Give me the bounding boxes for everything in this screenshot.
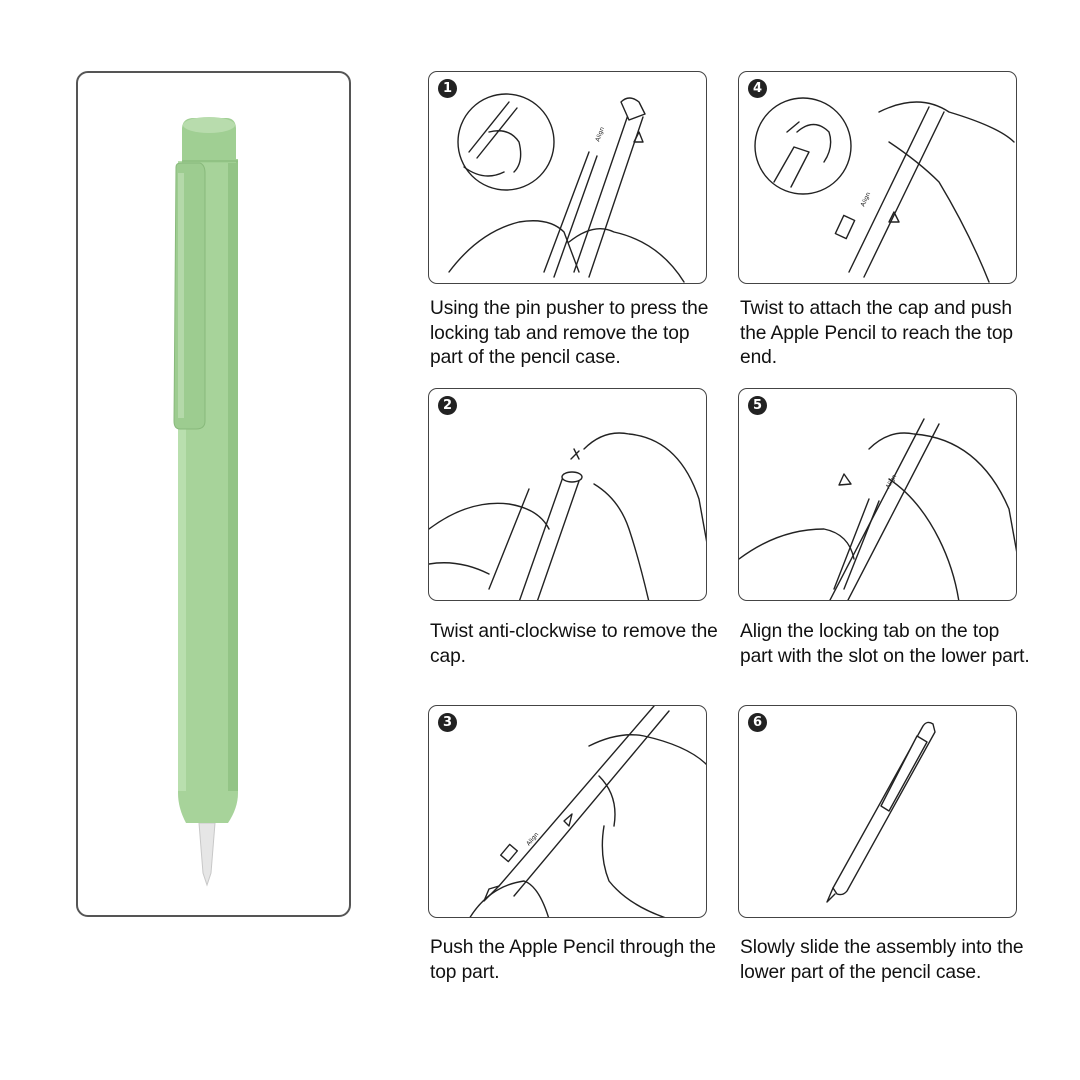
step-3-caption: Push the Apple Pencil through the top part. [430, 937, 716, 983]
step-number-badge: 3 [438, 713, 457, 732]
step-6-caption: Slowly slide the assembly into the lower part of the pencil case. [740, 937, 1024, 983]
svg-text:Align: Align [525, 831, 541, 848]
step-2-illustration [428, 388, 707, 601]
product-image-frame [76, 71, 351, 917]
svg-text:Align: Align [594, 126, 607, 143]
step-number-badge: 1 [438, 79, 457, 98]
pencil-case-icon [78, 73, 353, 919]
step-4-caption: Twist to attach the cap and push the Apple Pencil to reach the top end. [740, 298, 1013, 368]
step-number-badge: 6 [748, 713, 767, 732]
step-5-illustration [738, 388, 1017, 601]
step-5-caption: Align the locking tab on the top part with the slot on the lower part. [740, 621, 1030, 667]
step-number-badge: 5 [748, 396, 767, 415]
svg-text:Align: Align [859, 191, 873, 208]
svg-text:Align: Align [884, 473, 899, 490]
step-1-illustration [428, 71, 707, 284]
step-number-badge: 2 [438, 396, 457, 415]
step-3-illustration [428, 705, 707, 918]
step-number-badge: 4 [748, 79, 767, 98]
step-2-caption: Twist anti-clockwise to remove the cap. [430, 621, 718, 667]
step-1-caption: Using the pin pusher to press the locking tab and remove the top part of the pencil case. [430, 298, 709, 368]
step-4-illustration [738, 71, 1017, 284]
step-6-illustration [738, 705, 1017, 918]
